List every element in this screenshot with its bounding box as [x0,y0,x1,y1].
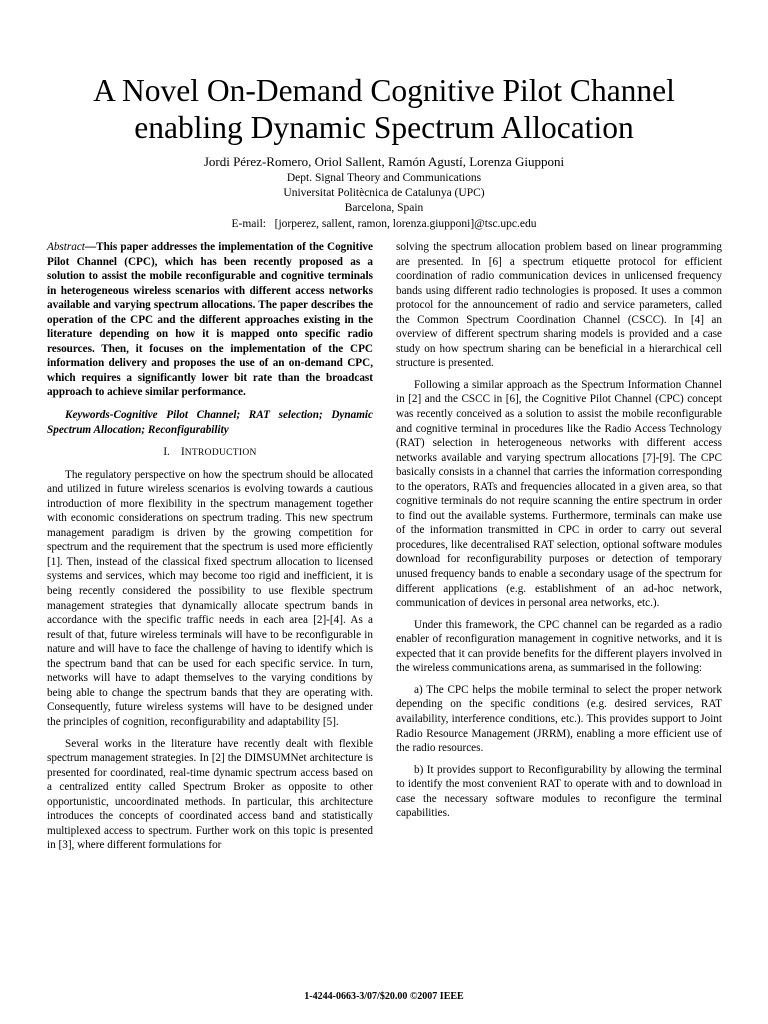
city: Barcelona, Spain [344,202,424,215]
email-label: E-mail: [231,217,266,230]
section-number: I. [163,446,170,459]
affiliation-block [0,171,768,232]
paragraph: Following a similar approach as the Spectrum Information Channel in [2] and the CSCC in [6], the Cognitive Pilot Channel (CPC) concept was recently conceived as a solution to assist the mobile reconfigurable and cognitive terminal in procedures like the Radio Access Technology (RAT) selection in heterogeneous networks with different access networks available and varying spectrum allocations [7]-[9]. The CPC basically consists in a channel that carries the information corresponding to the operators, RATs and frequencies allocated in a given area, so that cognitive terminals do not require scanning the entire spectrum in order to find out the available systems. Furthermore, terminals can make use of the information transmitted in CPC in order to carry out several procedures, like decentralised RAT selection, optional software modules download for reconfigurability purposes or detection of temporary unused frequency bands to enable a secondary usage of the spectrum for different applications (e.g. establishment of an ad-hoc network, communication of devices in personal area networks, etc.). [396,378,722,610]
list-item: a) The CPC helps the mobile terminal to select the proper network depending on the specific conditions (e.g. desired services, RAT availability, interference conditions, etc.). This provides support to Joint Radio Resource Management (JRRM), enabling a more efficient use of the radio resources. [396,683,722,755]
copyright-footer: 1-4244-0663-3/07/$20.00 ©2007 IEEE [304,991,464,1002]
title-line-1: A Novel On-Demand Cognitive Pilot Channel [93,73,675,108]
paragraph: The regulatory perspective on how the spectrum should be allocated and utilized in future wireless scenarios is evolving towards a cautious introduction of more flexibility in the spectrum management together with economic considerations on spectrum trading. This new spectrum management paradigm is driven by the growing competition for spectrum and the requirement that the spectrum is used more efficiently [1]. Then, instead of the classical fixed spectrum allocation to licensed systems and services, which may become too rigid and inefficient, it is being recently considered the possibility to use flexible spectrum management strategies that dynamically allocate spectrum bands in accordance with the specific traffic needs in each area [2]-[4]. As a result of that, future wireless terminals will have to be reconfigurable in nature and will have to face the challenge of having to identify which is the spectrum band that can be used for each specific service. In turn, networks will have to adapt themselves to the varying conditions by being able to change the spectrum bands that they are operating with. Consequently, future wireless systems will have to be designed under the principles of cognition, reconfigurability and adaptability [5]. [47,468,373,728]
abstract [47,240,373,400]
abstract-text: —This paper addresses the implementation of the Cognitive Pilot Channel (CPC), which has been recently proposed as a solution to assist the mobile reconfigurable and cognitive terminals in heterogeneous wireless scenarios with different access networks available and varying spectrum allocations. The paper describes the operation of the CPC and the different approaches existing in the literature depending on how it is mapped onto specific radio resources. Then, it focuses on the implementation of the CPC information delivery and proposes the use of an on-demand CPC, which requires a significantly lower bit rate than the broadcast approach to achieve similar performance. [47,241,373,399]
title-line-2: enabling Dynamic Spectrum Allocation [134,110,634,145]
abstract-label: Abstract [47,241,85,253]
author-list: Jordi Pérez-Romero, Oriol Sallent, Ramón Agustí, Lorenza Giupponi [203,154,565,169]
section-heading-introduction [47,445,373,461]
section-title-initial: I [181,446,185,459]
email-line [0,217,768,232]
left-column [47,240,373,853]
paper-title [0,72,768,146]
paragraph: Several works in the literature have recently dealt with flexible spectrum management strategies. In [2] the DIMSUMNet architecture is presented for coordinated, real-time dynamic spectrum access based on a centralized entity called Spectrum Broker as opposite to other opportunistic, uncoordinated methods. In particular, this architecture introduces the concepts of coordinated access band and statistically multiplexed access to spectrum. Further work on this topic is presented in [3], where different formulations for [47,737,373,852]
list-item: b) It provides support to Reconfigurability by allowing the terminal to identify the most convenient RAT to operate with and to download in case the necessary software modules to reconfigure the terminal capabilities. [396,763,722,820]
email-address: [jorperez, sallent, ramon, lorenza.giupponi]@tsc.upc.edu [274,217,537,230]
section-title-rest: NTRODUCTION [184,448,257,459]
right-column [396,240,722,821]
department: Dept. Signal Theory and Communications [286,172,482,184]
keywords: Keywords-Cognitive Pilot Channel; RAT selection; Dynamic Spectrum Allocation; Reconfigurability [47,409,373,436]
paragraph: solving the spectrum allocation problem based on linear programming are presented. In [6] a spectrum etiquette protocol for efficient coordination of radio communication devices in unlicensed frequency bands using different radio technologies is proposed. It uses a common protocol for the announcement of radio and service parameters, called the Common Spectrum Coordination Channel (CSCC). In [4] an overview of different spectrum sharing models is provided and a case study on how spectrum sharing can be beneficial in a hierarchical cell structure is presented. [396,241,722,370]
university: Universitat Politècnica de Catalunya (UPC) [283,187,485,200]
paragraph: Under this framework, the CPC channel can be regarded as a radio enabler of reconfiguration management in cognitive networks, and it is expected that it can provide benefits for the different players involved in the wireless communications arena, as summarised in the following: [396,618,722,675]
